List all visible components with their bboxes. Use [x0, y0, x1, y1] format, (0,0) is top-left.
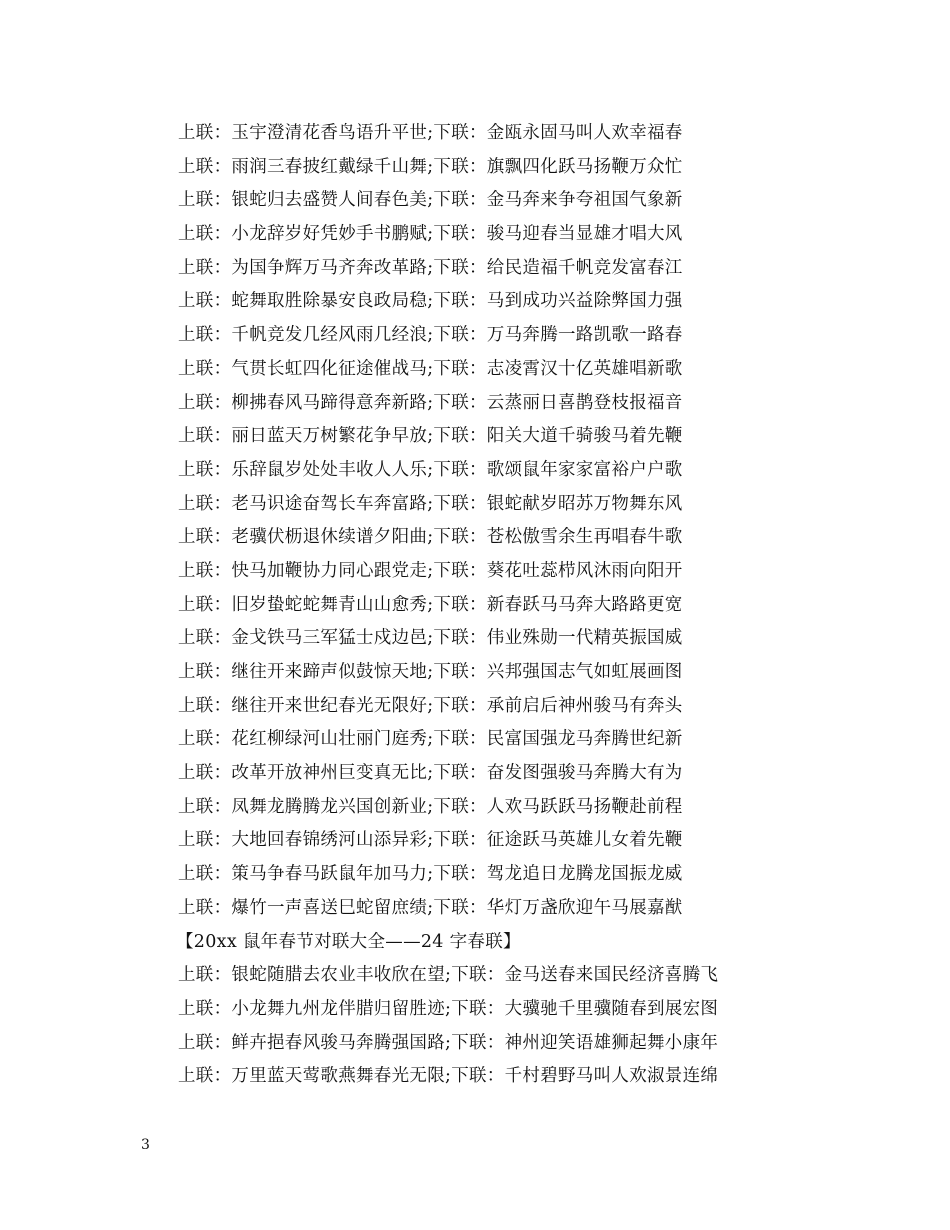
couplet-line: 上联：气贯长虹四化征途催战马;下联：志凌霄汉十亿英雄唱新歌	[178, 358, 683, 379]
couplet-line: 上联：老马识途奋驾长车奔富路;下联：银蛇献岁昭苏万物舞东风	[178, 493, 683, 514]
couplet-line: 上联：鲜卉挹春风骏马奔腾强国路;下联：神州迎笑语雄狮起舞小康年	[178, 1032, 719, 1053]
couplet-line: 上联：继往开来蹄声似鼓惊天地;下联：兴邦强国志气如虹展画图	[178, 662, 683, 682]
couplet-line: 上联：玉宇澄清花香鸟语升平世;下联：金瓯永固马叫人欢幸福春	[178, 123, 683, 143]
couplet-line: 上联：旧岁蛰蛇蛇舞青山山愈秀;下联：新春跃马马奔大路路更宽	[178, 594, 683, 615]
couplet-line: 上联：老骥伏枥退休续谱夕阳曲;下联：苍松傲雪余生再唱春牛歌	[178, 527, 683, 548]
couplet-line: 上联：快马加鞭协力同心跟党走;下联：葵花吐蕊栉风沐雨向阳开	[178, 560, 683, 581]
couplet-line: 上联：为国争辉万马齐奔改革路;下联：给民造福千帆竞发富春江	[178, 257, 683, 278]
couplet-line: 上联：大地回春锦绣河山添异彩;下联：征途跃马英雄儿女着先鞭	[178, 830, 683, 851]
couplet-line: 上联：花红柳绿河山壮丽门庭秀;下联：民富国强龙马奔腾世纪新	[178, 729, 683, 750]
couplet-line: 上联：丽日蓝天万树繁花争早放;下联：阳关大道千骑骏马着先鞭	[178, 426, 683, 447]
couplet-line: 上联：凤舞龙腾腾龙兴国创新业;下联：人欢马跃跃马扬鞭赴前程	[178, 796, 683, 817]
couplet-line: 上联：银蛇归去盛赞人间春色美;下联：金马奔来争夸祖国气象新	[178, 190, 683, 211]
couplet-line: 上联：雨润三春披红戴绿千山舞;下联：旗飘四化跃马扬鞭万众忙	[178, 156, 683, 177]
couplet-line: 上联：银蛇随腊去农业丰收欣在望;下联：金马送春来国民经济喜腾飞	[178, 965, 719, 986]
couplet-line: 上联：小龙辞岁好凭妙手书鹏赋;下联：骏马迎春当显雄才唱大风	[178, 224, 683, 245]
couplet-line: 上联：千帆竞发几经风雨几经浪;下联：万马奔腾一路凯歌一路春	[178, 325, 683, 346]
couplet-line: 上联：蛇舞取胜除暴安良政局稳;下联：马到成功兴益除弊国力强	[178, 291, 683, 312]
page-number: 3	[141, 1137, 150, 1153]
couplet-line: 上联：金戈铁马三军猛士戍边邑;下联：伟业殊勋一代精英振国威	[178, 628, 683, 649]
couplet-line: 上联：柳拂春风马蹄得意奔新路;下联：云蒸丽日喜鹊登枝报福音	[178, 392, 683, 413]
couplet-line: 上联：万里蓝天莺歌燕舞春光无限;下联：千村碧野马叫人欢淑景连绵	[178, 1066, 719, 1087]
couplet-line: 上联：小龙舞九州龙伴腊归留胜迹;下联：大骥驰千里骥随春到展宏图	[178, 998, 719, 1019]
couplet-line: 上联：继往开来世纪春光无限好;下联：承前启后神州骏马有奔头	[178, 695, 683, 716]
couplet-line: 上联：策马争春马跃鼠年加马力;下联：驾龙追日龙腾龙国振龙威	[178, 864, 683, 885]
section-heading: 【20xx 鼠年春节对联大全——24 字春联】	[176, 931, 521, 952]
couplet-line: 上联：乐辞鼠岁处处丰收人人乐;下联：歌颂鼠年家家富裕户户歌	[178, 459, 683, 480]
document-body	[178, 117, 798, 1094]
couplet-line: 上联：改革开放神州巨变真无比;下联：奋发图强骏马奔腾大有为	[178, 763, 683, 784]
couplet-line: 上联：爆竹一声喜送巳蛇留庶绩;下联：华灯万盏欣迎午马展嘉猷	[178, 897, 683, 918]
